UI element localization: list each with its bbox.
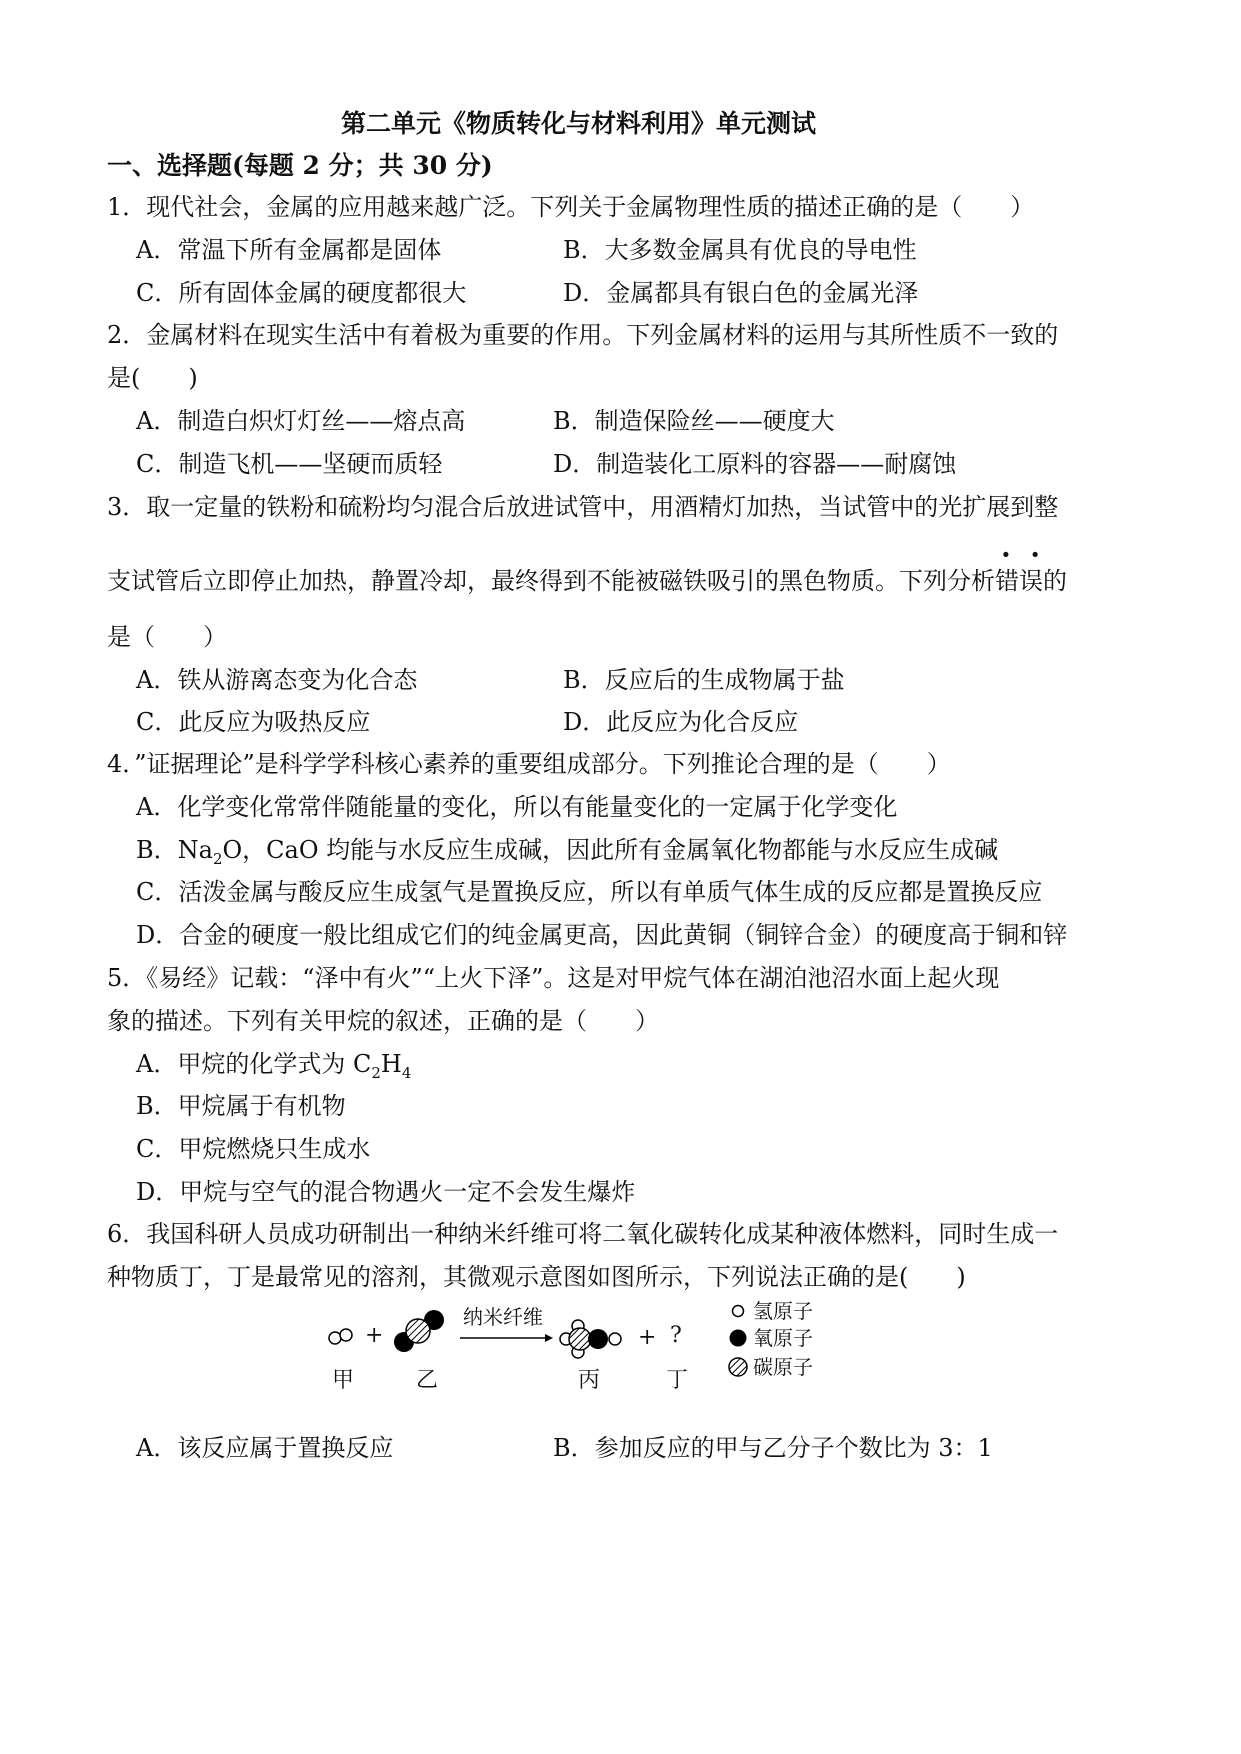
subscript: 2 — [212, 849, 223, 868]
page-title: 第二单元《物质转化与材料利用》单元测试 — [341, 109, 817, 138]
legend-hydrogen-symbol — [733, 1306, 744, 1317]
legend-carbon-symbol — [729, 1358, 747, 1376]
label-yi: 乙 — [416, 1368, 439, 1393]
question-2-stem-line-2: 是( ) — [107, 364, 198, 392]
reaction-diagram — [320, 1290, 840, 1400]
question-1-option-a: A．常温下所有金属都是固体 — [136, 236, 442, 264]
label-jia: 甲 — [332, 1368, 355, 1393]
arrow-label: 纳米纤维 — [463, 1305, 543, 1329]
reaction-arrow — [460, 1334, 553, 1342]
question-4-option-a: A．化学变化常常伴随能量的变化，所以有能量变化的一定属于化学变化 — [136, 793, 898, 821]
molecule-bing — [560, 1320, 621, 1358]
question-4-option-b — [136, 835, 999, 868]
question-1-option-c: C．所有固体金属的硬度都很大 — [136, 279, 467, 307]
question-3-option-b: B．反应后的生成物属于盐 — [563, 666, 845, 694]
question-5-option-d: D．甲烷与空气的混合物遇火一定不会发生爆炸 — [136, 1178, 636, 1206]
diagram-plus-1: + — [365, 1323, 384, 1348]
question-1-option-d: D．金属都具有银白色的金属光泽 — [563, 279, 919, 307]
label-bing: 丙 — [578, 1368, 601, 1393]
question-2-option-a: A．制造白炽灯灯丝——熔点高 — [136, 407, 466, 435]
subscript: 2 — [371, 1063, 381, 1082]
question-5-option-b: B．甲烷属于有机物 — [136, 1092, 346, 1120]
question-1-option-b: B．大多数金属具有优良的导电性 — [563, 236, 917, 264]
question-6-stem-line-1: 6．我国科研人员成功研制出一种纳米纤维可将二氧化碳转化成某种液体燃料，同时生成一 — [107, 1220, 1059, 1248]
legend-oxygen: 氧原子 — [753, 1326, 813, 1350]
emphasis-dots-word: · · 错误 — [995, 566, 1043, 596]
question-5-stem-line-2: 象的描述。下列有关甲烷的叙述，正确的是（ ） — [107, 1007, 659, 1035]
legend-carbon: 碳原子 — [753, 1355, 813, 1379]
option-a-text-mid: H — [380, 1050, 402, 1078]
legend-hydrogen: 氢原子 — [753, 1299, 813, 1323]
question-4-stem: 4．”证据理论”是科学学科核心素养的重要组成部分。下列推论合理的是（ ） — [107, 750, 951, 778]
question-1-stem: 1．现代社会，金属的应用越来越广泛。下列关于金属物理性质的描述正确的是（ ） — [107, 193, 1035, 221]
question-3-option-d: D．此反应为化合反应 — [563, 708, 799, 736]
label-ding: 丁 — [666, 1368, 689, 1393]
question-5-stem-line-1: 5．《易经》记载：“泽中有火”“上火下泽”。这是对甲烷气体在湖泊池沼水面上起火现 — [107, 964, 1000, 992]
question-3-stem-line-3: 是（ ） — [107, 623, 227, 651]
diagram-unknown: ? — [670, 1323, 682, 1348]
question-4-option-c: C．活泼金属与酸反应生成氢气是置换反应，所以有单质气体生成的反应都是置换反应 — [136, 878, 1043, 906]
option-b-text-end: O，CaO 均能与水反应生成碱，因此所有金属氧化物都能与水反应生成碱 — [222, 836, 999, 864]
subscript: 4 — [401, 1063, 412, 1082]
question-3-option-a: A．铁从游离态变为化合态 — [136, 666, 418, 694]
question-2-stem-line-1: 2．金属材料在现实生活中有着极为重要的作用。下列金属材料的运用与其所性质不一致的 — [107, 321, 1059, 349]
legend-oxygen-symbol — [730, 1330, 747, 1347]
option-b-text-start: B．Na — [136, 836, 213, 864]
option-a-text: A．甲烷的化学式为 C — [136, 1050, 372, 1078]
diagram-plus-2: + — [638, 1325, 657, 1350]
question-3-stem-line-1: 3．取一定量的铁粉和硫粉均匀混合后放进试管中，用酒精灯加热，当试管中的光扩展到整 — [107, 493, 1059, 521]
question-3-stem-text: 支试管后立即停止加热，静置冷却，最终得到不能被磁铁吸引的黑色物质。下列分析 — [107, 567, 995, 595]
question-4-option-d: D．合金的硬度一般比组成它们的纯金属更高，因此黄铜（铜锌合金）的硬度高于铜和锌 — [136, 921, 1068, 949]
question-6-option-a: A．该反应属于置换反应 — [136, 1434, 394, 1462]
section-heading: 一、选择题(每题 2 分；共 30 分) — [107, 151, 493, 180]
question-6-option-b: B．参加反应的甲与乙分子个数比为 3：1 — [553, 1434, 993, 1462]
question-3-option-c: C．此反应为吸热反应 — [136, 708, 371, 736]
question-3-stem-tail: 的 — [1043, 567, 1067, 595]
molecule-yi-carbon-dioxide — [394, 1310, 444, 1352]
question-2-option-b: B．制造保险丝——硬度大 — [553, 407, 835, 435]
question-3-stem-line-2 — [107, 566, 1067, 596]
molecule-jia-hydrogen — [329, 1329, 352, 1344]
question-6-stem-line-2: 种物质丁，丁是最常见的溶剂，其微观示意图如图所示，下列说法正确的是( ) — [107, 1263, 966, 1291]
question-2-option-c: C．制造飞机——坚硬而质轻 — [136, 450, 443, 478]
question-5-option-c: C．甲烷燃烧只生成水 — [136, 1135, 371, 1163]
question-5-option-a — [136, 1049, 412, 1082]
question-2-option-d: D．制造装化工原料的容器——耐腐蚀 — [553, 450, 957, 478]
